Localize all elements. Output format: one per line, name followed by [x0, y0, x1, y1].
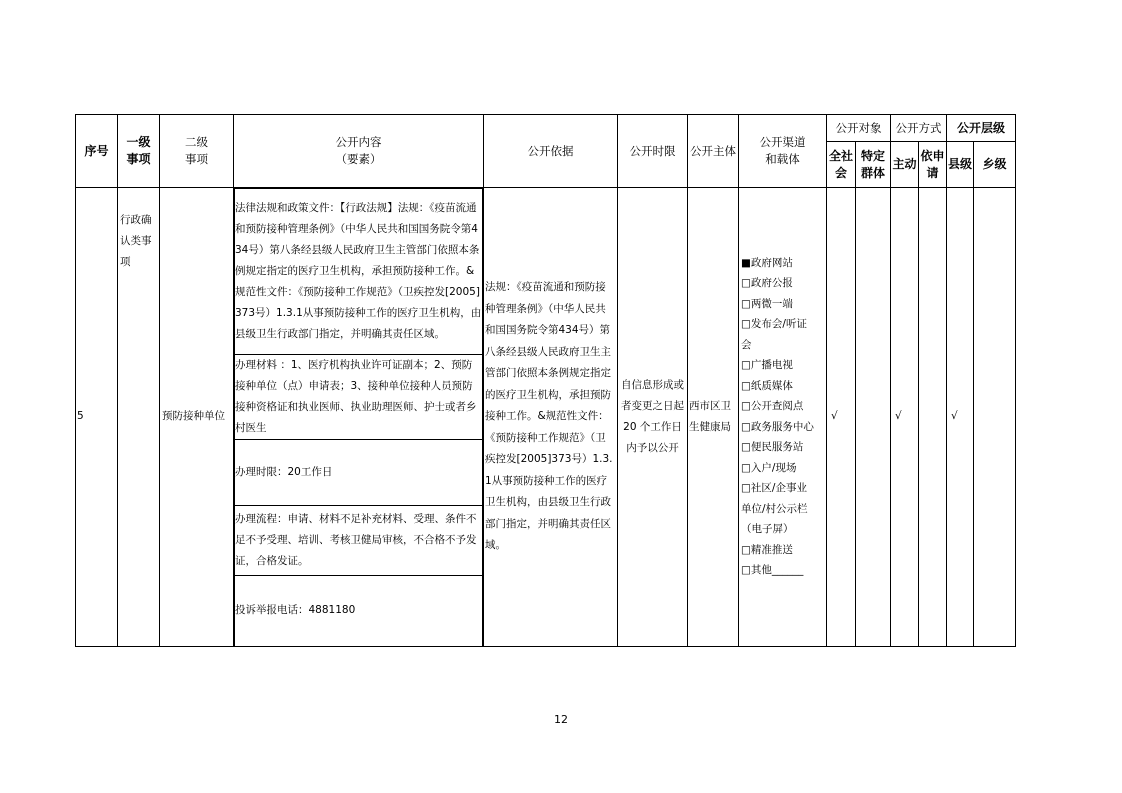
header-method-active: 主动 [891, 142, 919, 188]
row-basis: 法规：《疫苗流通和预防接种管理条例》（中华人民共和国国务院令第434号）第八条经县级人民政府卫生主管部门依照本条例规定指定的医疗卫生机构，承担预防接种工作。&规范性文件：《预防接种工作规范》（卫疾控发[2005]373号）1.3.1从事预防接种工作的医疗卫生机构，由县级卫生行政部门指定，并明确其责任区域。 [484, 188, 618, 647]
channel-item: □政务服务中心 [741, 420, 814, 433]
header-channel: 公开渠道 和载体 [739, 115, 827, 188]
content-item-complaint-phone: 投诉举报电话：4881180 [235, 576, 483, 646]
header-tier: 公开层级 [947, 115, 1016, 142]
content-items [234, 188, 483, 646]
header-level1: 一级 事项 [118, 115, 160, 188]
content-item-process: 办理流程：申请、材料不足补充材料、受理、条件不足不予受理、培训、考核卫健局审核，不合格不予发证，合格发证。 [235, 506, 483, 576]
row-target-all-check: √ [827, 188, 856, 647]
row-method-active-check: √ [891, 188, 919, 647]
disclosure-table [75, 114, 1016, 647]
channel-item: 会 [741, 338, 752, 351]
channel-item: 单位/村公示栏 [741, 502, 808, 515]
channel-item: □广播电视 [741, 359, 793, 372]
channel-item: □纸质媒体 [741, 379, 793, 392]
header-method-request: 依申 请 [919, 142, 947, 188]
content-item-time-limit: 办理时限：20工作日 [235, 440, 483, 506]
header-subject: 公开主体 [688, 115, 739, 188]
content-item-materials: 办理材料 ：1、医疗机构执业许可证副本；2、预防接种单位（点）申请表；3、接种单位接种人员预防接种资格证和执业医师、执业助理医师、护士或者乡村医生 [235, 355, 483, 440]
row-tier-county-check: √ [947, 188, 974, 647]
header-content: 公开内容 （要素） [234, 115, 484, 188]
header-level2: 二级 事项 [160, 115, 234, 188]
channel-item: □便民服务站 [741, 441, 804, 454]
channel-item: □政府公报 [741, 277, 793, 290]
channel-item: （电子屏） [741, 523, 794, 536]
channel-item: □入户/现场 [741, 461, 797, 474]
header-basis: 公开依据 [484, 115, 618, 188]
content-item-laws: 法律法规和政策文件：【行政法规】法规：《疫苗流通和预防接种管理条例》（中华人民共和国国务院令第434号）第八条经县级人民政府卫生主管部门依照本条例规定指定的医疗卫生机构，承担预防接种工作。&规范性文件：《预防接种工作规范》（卫疾控发[2005]373号）1.3.1从事预防接种工作的医疗卫生机构，由县级卫生行政部门指定，并明确其责任区域。 [235, 189, 483, 355]
channel-item: □精准推送 [741, 543, 793, 556]
row-channels [739, 188, 827, 647]
channel-item: □发布会/听证 [741, 318, 807, 331]
row-seq: 5 [76, 188, 118, 647]
row-method-request-check [919, 188, 947, 647]
row-tier-town-check [974, 188, 1016, 647]
page-number: 12 [554, 713, 568, 726]
header-target: 公开对象 [827, 115, 891, 142]
channel-item: ■政府网站 [741, 256, 793, 269]
row-time-limit: 自信息形成或者变更之日起 20 个工作日内予以公开 [618, 188, 688, 647]
channel-item: □公开查阅点 [741, 400, 804, 413]
row-target-specific-check [856, 188, 891, 647]
header-tier-town: 乡级 [974, 142, 1016, 188]
header-tier-county: 县级 [947, 142, 974, 188]
row-level1: 行政确认类事项 [118, 188, 160, 647]
header-method: 公开方式 [891, 115, 947, 142]
header-target-specific: 特定 群体 [856, 142, 891, 188]
channel-item: □其他______ [741, 564, 804, 577]
header-target-all: 全社 会 [827, 142, 856, 188]
row-content [234, 188, 484, 647]
row-level2: 预防接种单位 [160, 188, 234, 647]
row-subject: 西市区卫生健康局 [688, 188, 739, 647]
channel-item: □社区/企事业 [741, 482, 807, 495]
channel-item: □两微一端 [741, 297, 793, 310]
header-seq: 序号 [76, 115, 118, 188]
header-time-limit: 公开时限 [618, 115, 688, 188]
